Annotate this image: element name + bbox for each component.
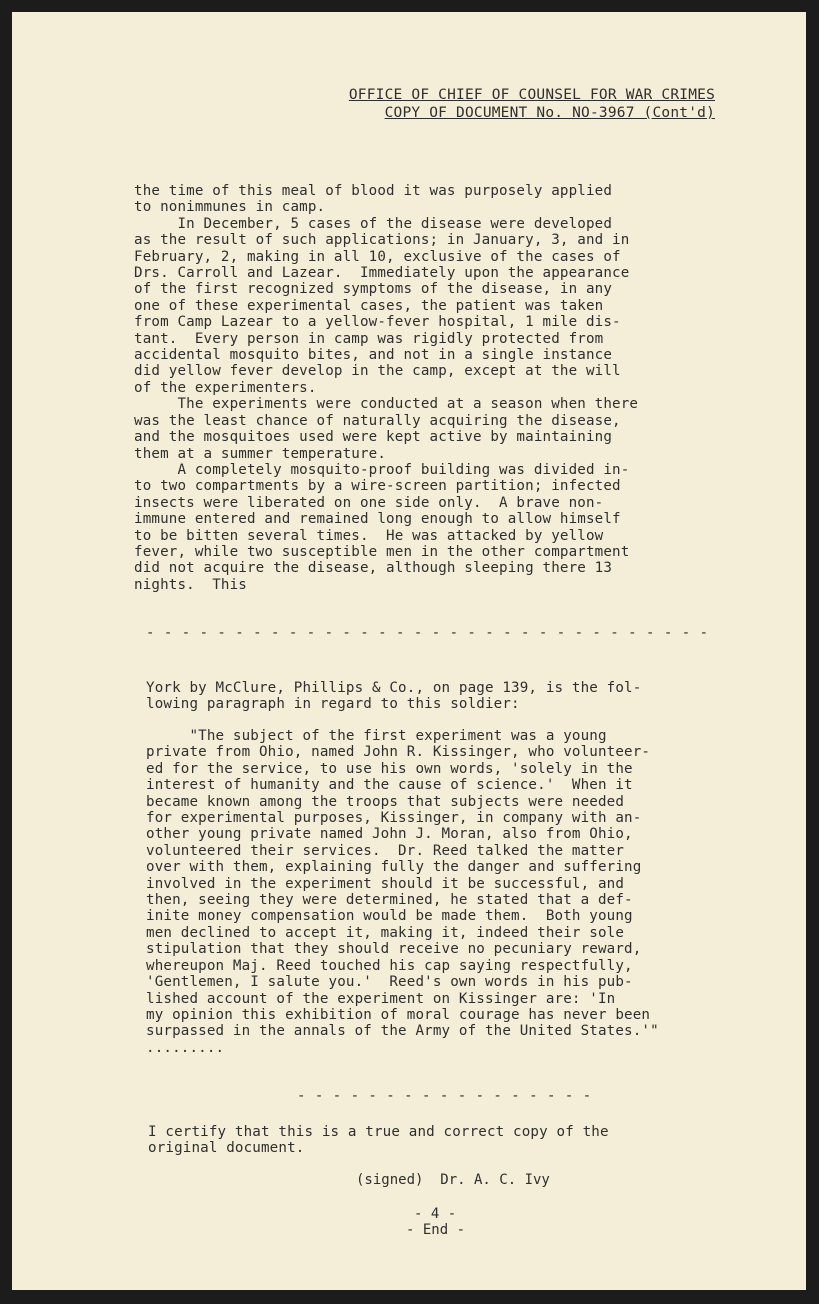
signature-line: (signed) Dr. A. C. Ivy — [356, 1172, 550, 1188]
page-number: - 4 - — [414, 1206, 457, 1222]
section-separator: - - - - - - - - - - - - - - - - - - - - - - - - - - - - - - - - — [146, 625, 709, 641]
closing-separator: - - - - - - - - - - - - - - - - - — [297, 1088, 592, 1104]
header-office-line: OFFICE OF CHIEF OF COUNSEL FOR WAR CRIMES — [348, 87, 715, 103]
end-marker: - End - — [406, 1222, 466, 1238]
body-paragraph-main: the time of this meal of blood it was purposely applied to nonimmunes in camp. In December, 5 cases of the disease were developed as the result of such applications; in January, 3, and in February, 2, making in all 10, exclusive of the cases of Drs. Carroll and Lazear. Immediately upon the appearance of the first recognized symptoms of the disease, in any one of these experimental cases, the patient was taken from Camp Lazear to a yellow-fever hospital, 1 mile dis- tant. Every person in camp was rigidly protected from accidental mosquito bites, and not in a single instance did yellow fever develop in the camp, except at the will of the experimenters. The experiments were conducted at a season when there was the least chance of naturally acquiring the disease, and the mosquitoes used were kept active by maintaining them at a summer temperature. A completely mosquito-proof building was divided in- to two compartments by a wire-screen partition; infected insects were liberated on one side only. A brave non- immune entered and remained long enough to allow himself to be bitten several times. He was attacked by yellow fever, while two susceptible men in the other compartment did not acquire the disease, although sleeping there 13 nights. This — [134, 183, 639, 593]
document-header — [349, 86, 715, 122]
quoted-passage: "The subject of the first experiment was a young private from Ohio, named John R. Kissinger, who volunteer- ed for the service, to use his own words, 'solely in the interest of humanity and the cause of science.' When it became known among the troops that subjects were needed for experimental purposes, Kissinger, in company with an- other young private named John J. Moran, also from Ohio, volunteered their services. Dr. Reed talked the matter over with them, explaining fully the danger and suffering involved in the experiment should it be successful, and then, seeing they were determined, he stated that a def- inite money compensation would be made them. Both young men declined to accept it, making it, indeed their sole stipulation that they should receive no pecuniary reward, whereupon Maj. Reed touched his cap saying respectfully, 'Gentlemen, I salute you.' Reed's own words in his pub- lished account of the experiment on Kissinger are: 'In my opinion this exhibition of moral courage has never been surpassed in the annals of the Army of the United States.'" ......... — [146, 728, 659, 1056]
certification-statement: I certify that this is a true and correct copy of the original document. — [148, 1124, 609, 1157]
body-paragraph-citation: York by McClure, Phillips & Co., on page 139, is the fol- lowing paragraph in regard to this soldier: — [146, 680, 642, 713]
header-document-number: COPY OF DOCUMENT No. NO-3967 (Cont'd) — [384, 105, 715, 121]
